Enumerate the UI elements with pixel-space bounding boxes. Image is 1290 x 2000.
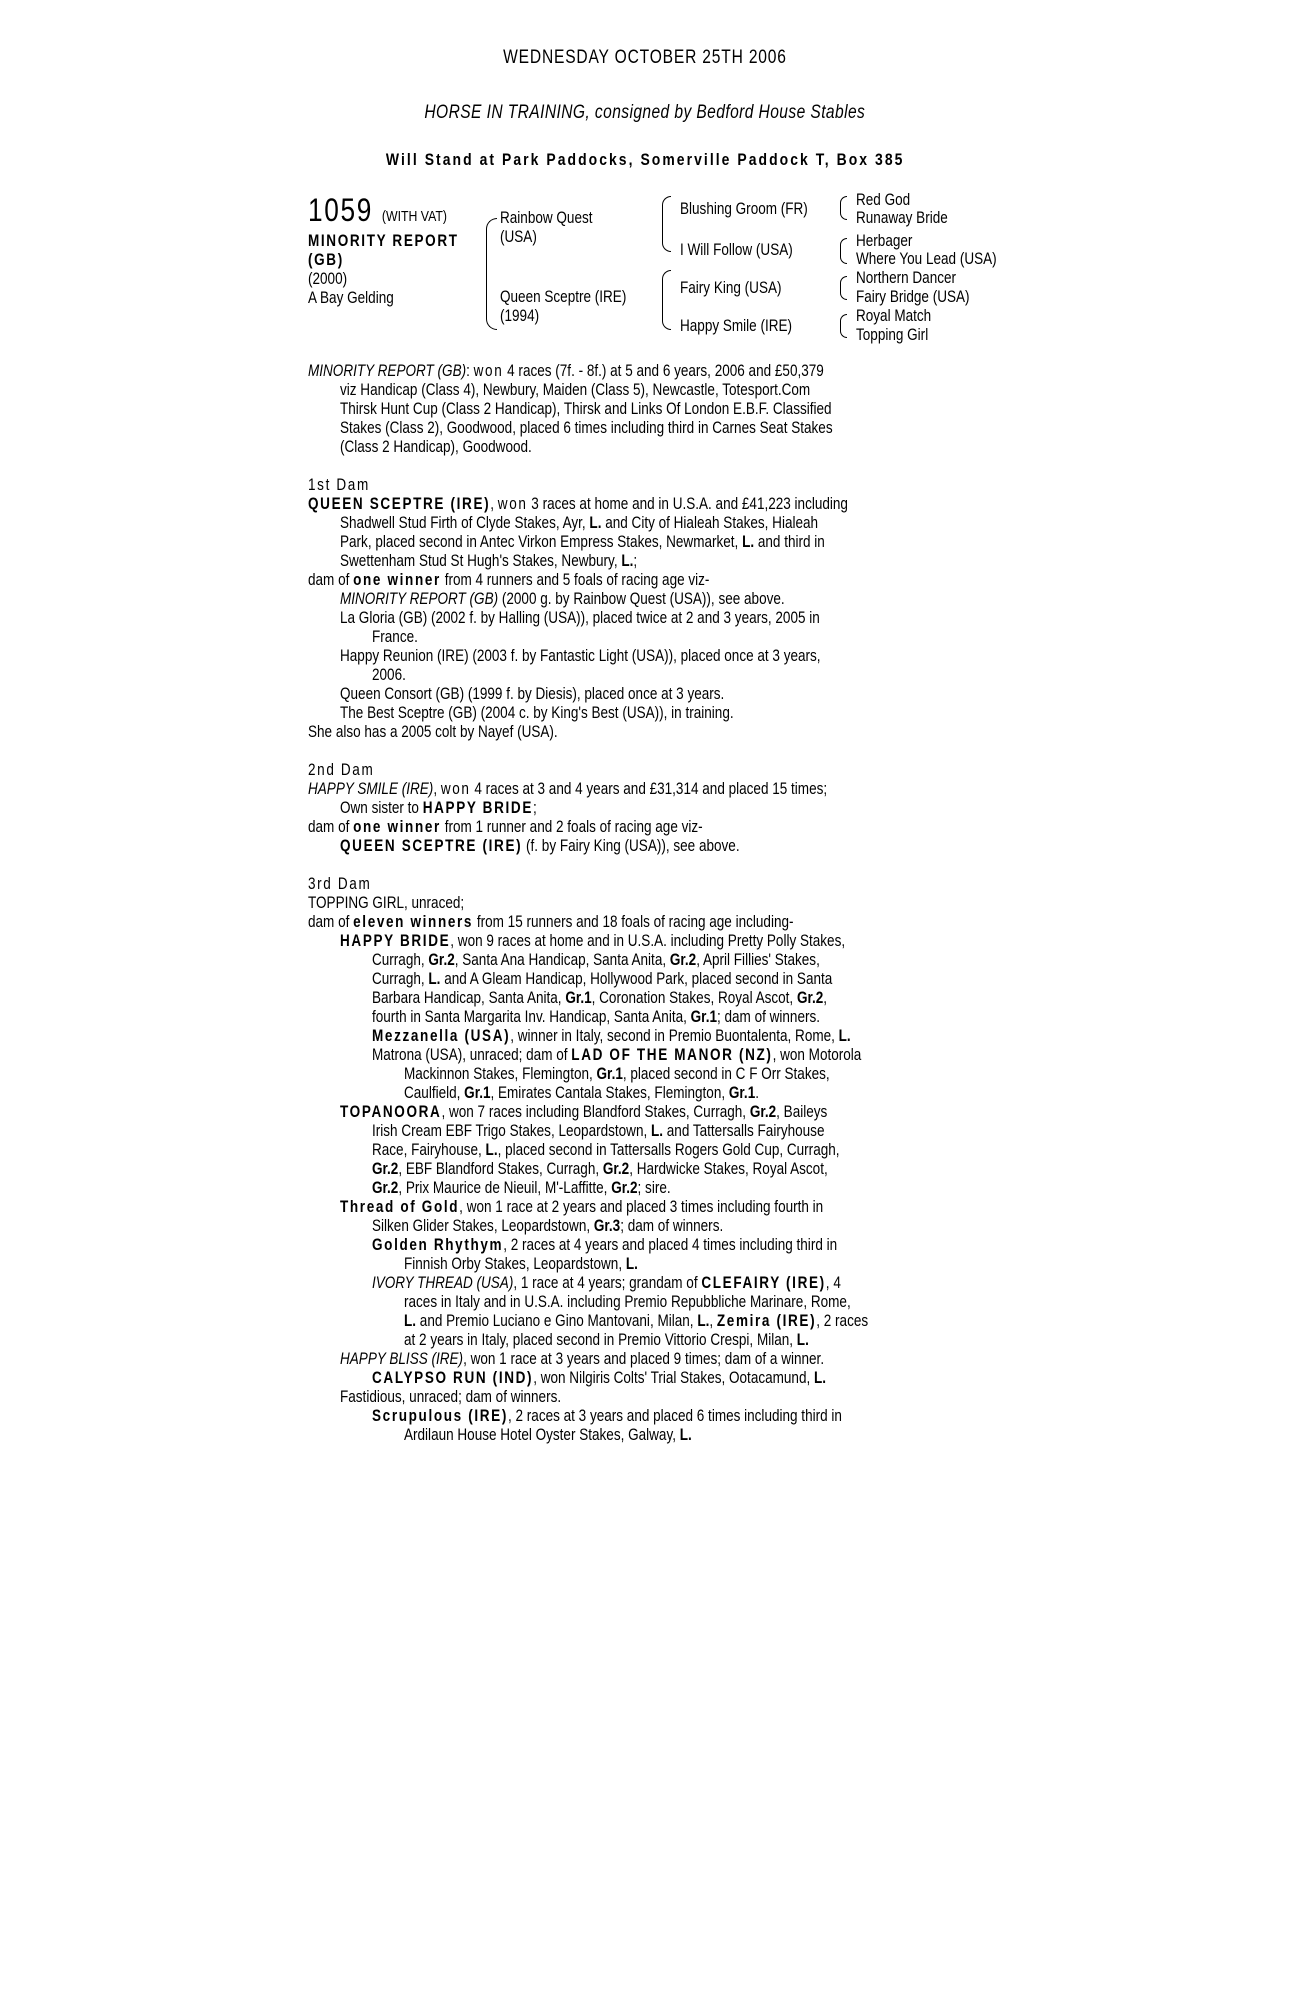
text-line: Mackinnon Stakes, Flemington, Gr.1, placed second in C F Orr Stakes, (404, 1065, 830, 1083)
pedigree-sss: Red God (856, 191, 911, 209)
text-line: Barbara Handicap, Santa Anita, Gr.1, Coronation Stakes, Royal Ascot, Gr.2, (372, 989, 828, 1007)
text-line: QUEEN SCEPTRE (IRE), won 3 races at home and in U.S.A. and £41,223 including (308, 495, 848, 513)
text-line: HAPPY SMILE (IRE), won 4 races at 3 and 4 years and £31,314 and placed 15 times; (308, 780, 828, 798)
text-line: Silken Glider Stakes, Leopardstown, Gr.3; dam of winners. (372, 1217, 724, 1235)
lot-number-value: 1059 (308, 192, 373, 228)
text-line: Gr.2, Prix Maurice de Nieuil, M'-Laffitte, Gr.2; sire. (372, 1179, 671, 1197)
pedigree-brace-ds (840, 276, 847, 300)
pedigree-dam-year: (1994) (500, 307, 540, 325)
text-line: Scrupulous (IRE), 2 races at 3 years and placed 6 times including third in (372, 1407, 842, 1425)
horse-country: (GB) (308, 251, 344, 269)
text-line: The Best Sceptre (GB) (2004 c. by King's Best (USA)), in training. (340, 704, 734, 722)
pedigree-brace-ss (840, 196, 847, 220)
pedigree-ssd: Runaway Bride (856, 209, 948, 227)
text-line: Race, Fairyhouse, L., placed second in Tattersalls Rogers Gold Cup, Curragh, (372, 1141, 840, 1159)
text-line: dam of one winner from 1 runner and 2 foals of racing age viz- (308, 818, 703, 836)
text-line: Stakes (Class 2), Goodwood, placed 6 times including third in Carnes Seat Stakes (340, 419, 833, 437)
text-line: Golden Rhythym, 2 races at 4 years and placed 4 times including third in (372, 1236, 838, 1254)
text-line: Shadwell Stud Firth of Clyde Stakes, Ayr, L. and City of Hialeah Stakes, Hialeah (340, 514, 819, 532)
text-line: Park, placed second in Antec Virkon Empress Stakes, Newmarket, L. and third in (340, 533, 825, 551)
pedigree-sd: I Will Follow (USA) (680, 241, 793, 259)
text-line: Curragh, Gr.2, Santa Ana Handicap, Santa Anita, Gr.2, April Fillies' Stakes, (372, 951, 820, 969)
pedigree-dam: Queen Sceptre (IRE) (500, 288, 627, 306)
text-line: races in Italy and in U.S.A. including Premio Repubbliche Marinare, Rome, (404, 1293, 851, 1311)
text-line: 2nd Dam (308, 761, 375, 779)
sale-date: WEDNESDAY OCTOBER 25TH 2006 (503, 47, 787, 68)
text-line: at 2 years in Italy, placed second in Premio Vittorio Crespi, Milan, L. (404, 1331, 809, 1349)
text-line: dam of one winner from 4 runners and 5 foals of racing age viz- (308, 571, 710, 589)
text-line: France. (372, 628, 418, 646)
horse-name: MINORITY REPORT (308, 232, 459, 250)
pedigree-sdd: Where You Lead (USA) (856, 250, 997, 268)
text-line: HAPPY BRIDE, won 9 races at home and in U.S.A. including Pretty Polly Stakes, (340, 932, 846, 950)
text-line: Finnish Orby Stakes, Leopardstown, L. (404, 1255, 638, 1273)
text-line: Gr.2, EBF Blandford Stakes, Curragh, Gr.2, Hardwicke Stakes, Royal Ascot, (372, 1160, 828, 1178)
lot-number (308, 192, 478, 229)
text-line: MINORITY REPORT (GB) (2000 g. by Rainbow Quest (USA)), see above. (340, 590, 785, 608)
pedigree-sire: Rainbow Quest (500, 209, 593, 227)
pedigree-ds: Fairy King (USA) (680, 279, 782, 297)
text-line: She also has a 2005 colt by Nayef (USA). (308, 723, 558, 741)
text-line: Swettenham Stud St Hugh's Stakes, Newbury, L.; (340, 552, 638, 570)
text-line: MINORITY REPORT (GB): won 4 races (7f. - 8f.) at 5 and 6 years, 2006 and £50,379 (308, 362, 824, 380)
text-line: Queen Consort (GB) (1999 f. by Diesis), placed once at 3 years. (340, 685, 725, 703)
text-line: TOPANOORA, won 7 races including Blandford Stakes, Curragh, Gr.2, Baileys (340, 1103, 828, 1121)
pedigree-dss: Northern Dancer (856, 269, 957, 287)
text-line: (Class 2 Handicap), Goodwood. (340, 438, 532, 456)
pedigree-sds: Herbager (856, 232, 913, 250)
text-line: Matrona (USA), unraced; dam of LAD OF THE MANOR (NZ), won Motorola (372, 1046, 862, 1064)
vat-note: (WITH VAT) (381, 208, 448, 225)
text-line: QUEEN SCEPTRE (IRE) (f. by Fairy King (USA)), see above. (340, 837, 740, 855)
pedigree-ss: Blushing Groom (FR) (680, 200, 808, 218)
text-line: HAPPY BLISS (IRE), won 1 race at 3 years and placed 9 times; dam of a winner. (340, 1350, 825, 1368)
text-line: 1st Dam (308, 476, 370, 494)
text-line: Happy Reunion (IRE) (2003 f. by Fantastic Light (USA)), placed once at 3 years, (340, 647, 821, 665)
text-line: dam of eleven winners from 15 runners and 18 foals of racing age including- (308, 913, 794, 931)
text-line: L. and Premio Luciano e Gino Mantovani, Milan, L., Zemira (IRE), 2 races (404, 1312, 869, 1330)
text-line: Ardilaun House Hotel Oyster Stakes, Galway, L. (404, 1426, 692, 1444)
pedigree-brace-dd (840, 314, 847, 338)
text-line: 3rd Dam (308, 875, 372, 893)
pedigree-dds: Royal Match (856, 307, 932, 325)
text-line: 2006. (372, 666, 406, 684)
text-line: La Gloria (GB) (2002 f. by Halling (USA)), placed twice at 2 and 3 years, 2005 in (340, 609, 820, 627)
horse-description: A Bay Gelding (308, 289, 394, 307)
text-line: Curragh, L. and A Gleam Handicap, Hollywood Park, placed second in Santa (372, 970, 833, 988)
text-line: Mezzanella (USA), winner in Italy, second in Premio Buontalenta, Rome, L. (372, 1027, 851, 1045)
text-line: Thread of Gold, won 1 race at 2 years and placed 3 times including fourth in (340, 1198, 824, 1216)
horse-year: (2000) (308, 270, 348, 288)
pedigree-dd: Happy Smile (IRE) (680, 317, 793, 335)
stand-location: Will Stand at Park Paddocks, Somerville Paddock T, Box 385 (385, 150, 905, 169)
consignment-line: HORSE IN TRAINING, consigned by Bedford House Stables (424, 102, 866, 123)
text-line: fourth in Santa Margarita Inv. Handicap, Santa Anita, Gr.1; dam of winners. (372, 1008, 821, 1026)
text-line: Own sister to HAPPY BRIDE; (340, 799, 537, 817)
text-line: Caulfield, Gr.1, Emirates Cantala Stakes, Flemington, Gr.1. (404, 1084, 759, 1102)
pedigree-brace-sd (840, 238, 847, 264)
pedigree-brace-sire (662, 196, 671, 252)
pedigree-brace-dam (662, 270, 671, 330)
text-line: Thirsk Hunt Cup (Class 2 Handicap), Thirsk and Links Of London E.B.F. Classified (340, 400, 832, 418)
text-line: Irish Cream EBF Trigo Stakes, Leopardstown, L. and Tattersalls Fairyhouse (372, 1122, 825, 1140)
pedigree-ddd: Topping Girl (856, 326, 929, 344)
text-line: Fastidious, unraced; dam of winners. (340, 1388, 562, 1406)
text-line: TOPPING GIRL, unraced; (308, 894, 465, 912)
pedigree-sire-country: (USA) (500, 228, 537, 246)
text-line: viz Handicap (Class 4), Newbury, Maiden (Class 5), Newcastle, Totesport.Com (340, 381, 811, 399)
pedigree-brace-main (486, 218, 497, 330)
text-line: CALYPSO RUN (IND), won Nilgiris Colts' Trial Stakes, Ootacamund, L. (372, 1369, 827, 1387)
pedigree-dsd: Fairy Bridge (USA) (856, 288, 970, 306)
text-line: IVORY THREAD (USA), 1 race at 4 years; grandam of CLEFAIRY (IRE), 4 (372, 1274, 841, 1292)
